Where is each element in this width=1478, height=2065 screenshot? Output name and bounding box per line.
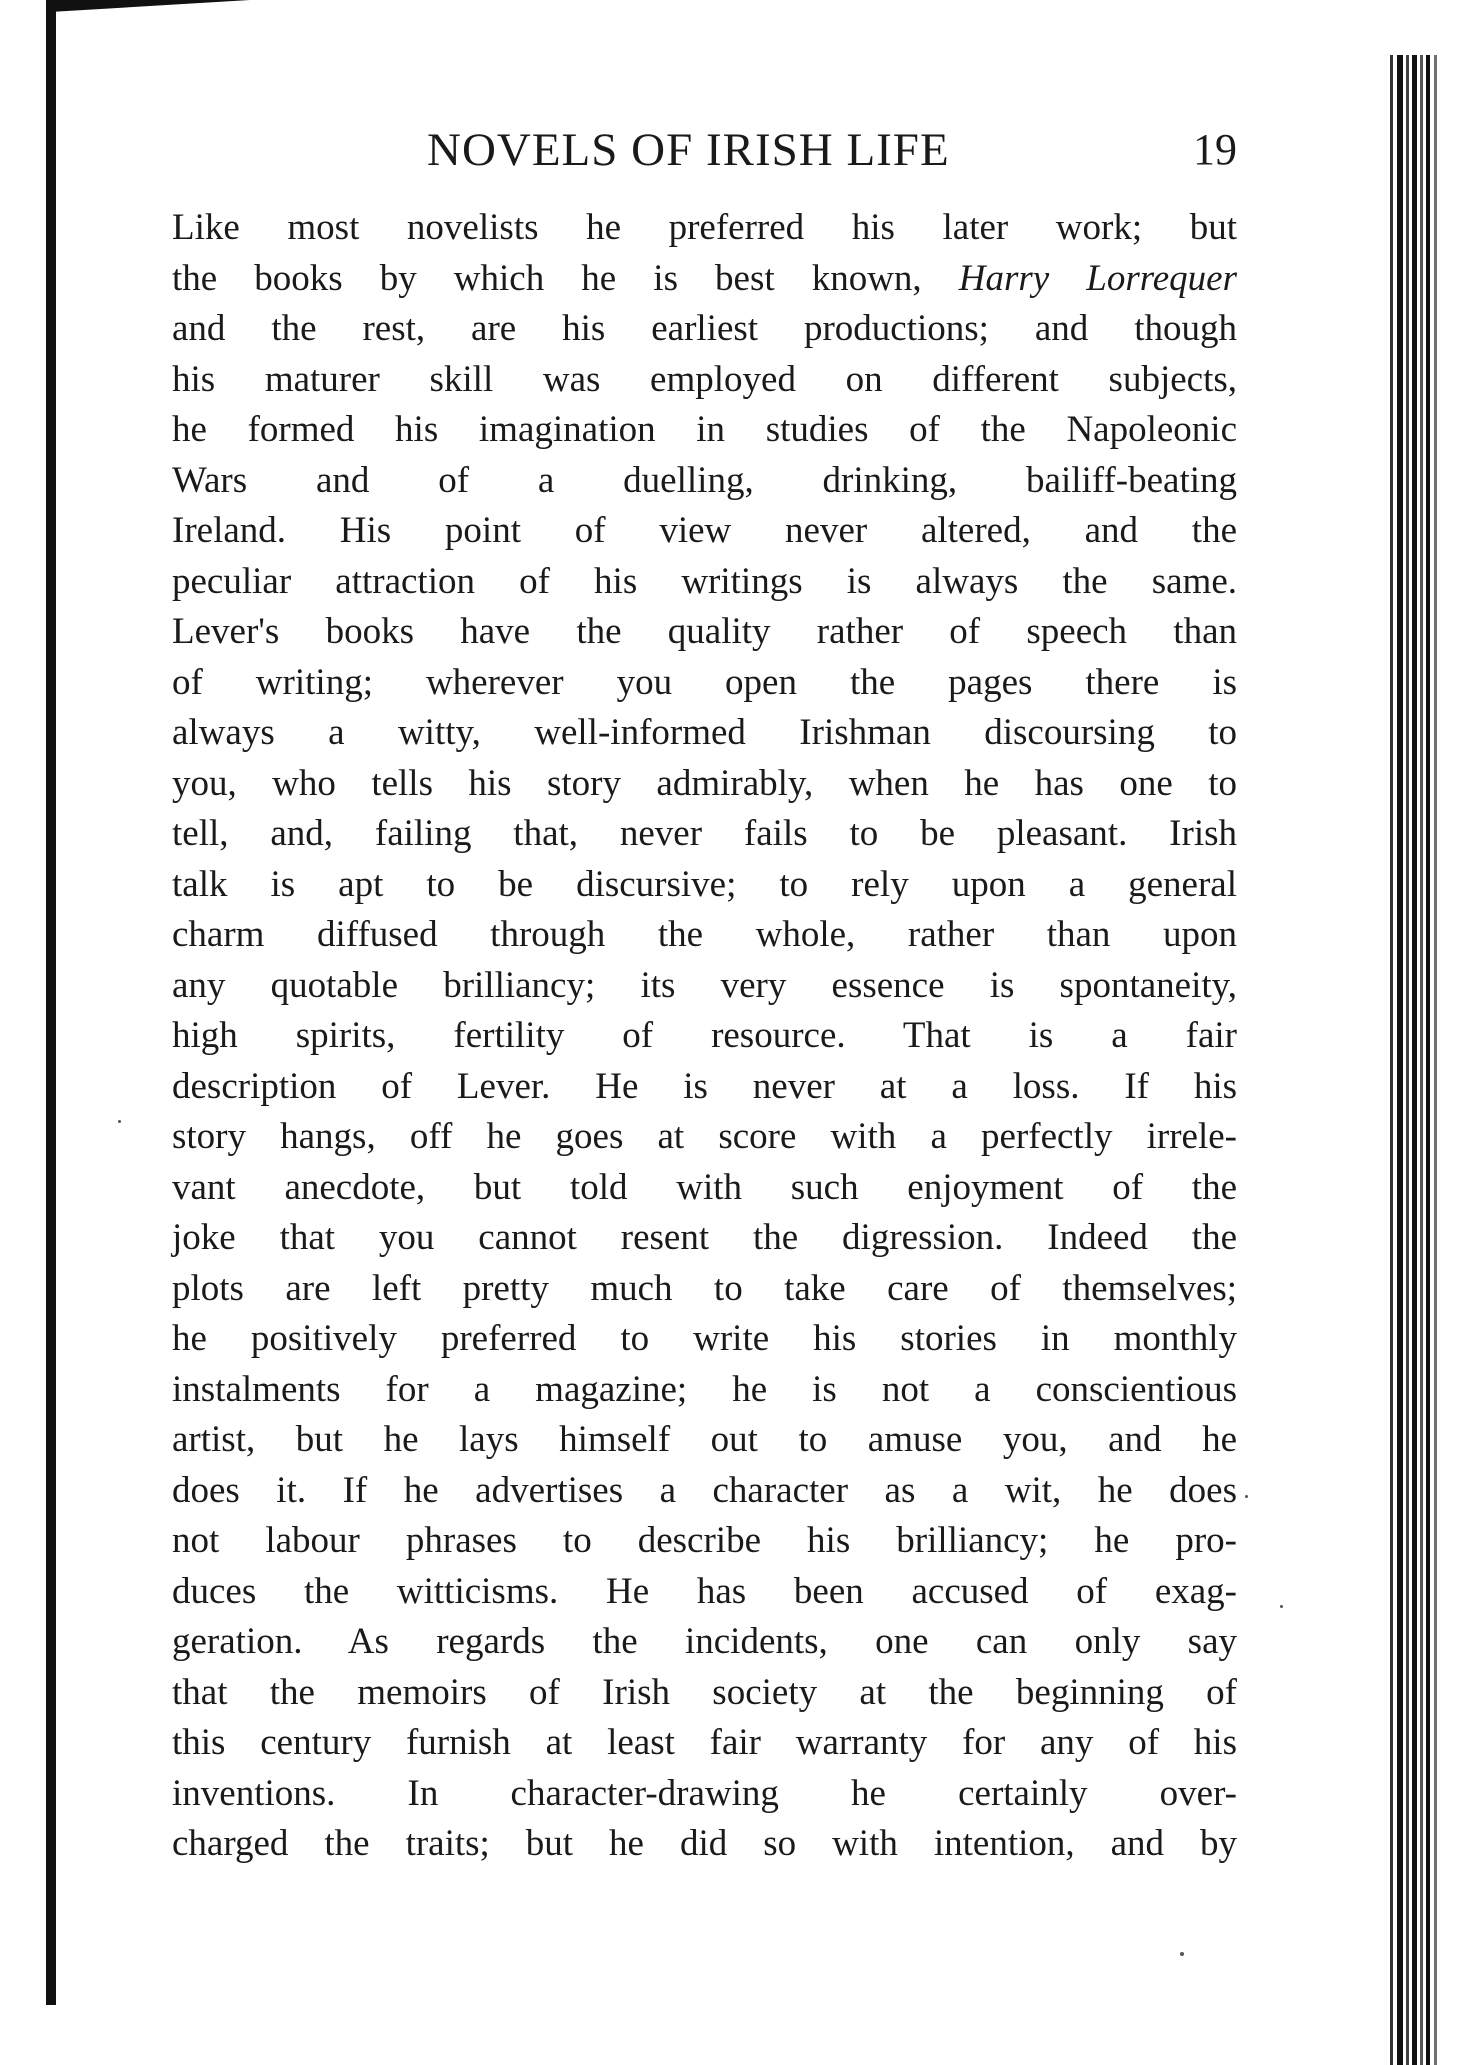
text-line: Like most novelists he preferred his later work; but (172, 207, 1237, 248)
text-line: artist, but he lays himself out to amuse you, and he (172, 1419, 1237, 1460)
text-line: description of Lever. He is never at a loss. If his (172, 1065, 1237, 1107)
text-line (172, 254, 1237, 305)
page-number: 19 (1193, 125, 1237, 174)
body-text (172, 203, 1237, 1870)
text-line: inventions. In character-drawing he certainly over- (172, 1772, 1237, 1814)
text-line: does it. If he advertises a character as a wit, he does (172, 1469, 1237, 1511)
text-line: plots are left pretty much to take care of themselves; (172, 1267, 1237, 1309)
text-line: instalments for a magazine; he is not a conscientious (172, 1368, 1237, 1410)
text-line: Wars and of a duelling, drinking, bailiff-beating (172, 459, 1237, 501)
text-line: story hangs, off he goes at score with a perfectly irrele- (172, 1116, 1237, 1157)
italic-title: Harry Lorrequer (958, 257, 1238, 299)
text-line: charm diffused through the whole, rather than upon (172, 914, 1237, 955)
text-line: always a witty, well-informed Irishman discoursing to (172, 712, 1237, 753)
text-line: you, who tells his story admirably, when he has one to (172, 762, 1237, 804)
text-line: his maturer skill was employed on different subjects, (172, 358, 1237, 400)
text-line: geration. As regards the incidents, one can only say (172, 1621, 1237, 1662)
scan-speck (1245, 1495, 1248, 1498)
page-corner-shadow (50, 0, 250, 12)
text-line: any quotable brilliancy; its very essence is spontaneity, (172, 964, 1237, 1006)
text-line: peculiar attraction of his writings is always the same. (172, 560, 1237, 602)
running-head (172, 120, 1237, 180)
scan-speck (1280, 1605, 1283, 1608)
text-line: he formed his imagination in studies of the Napoleonic (172, 409, 1237, 450)
text-line: and the rest, are his earliest productions; and though (172, 308, 1237, 349)
page-gutter-stripes (1390, 55, 1478, 2065)
text-line: Ireland. His point of view never altered, and the (172, 510, 1237, 551)
text-line: duces the witticisms. He has been accused of exag- (172, 1570, 1237, 1612)
running-title: NOVELS OF IRISH LIFE (427, 124, 950, 176)
text-line: Lever's books have the quality rather of speech than (172, 611, 1237, 652)
text-line: that the memoirs of Irish society at the beginning of (172, 1671, 1237, 1713)
text-line: high spirits, fertility of resource. That is a fair (172, 1015, 1237, 1056)
text-line: tell, and, failing that, never fails to be pleasant. Irish (172, 813, 1237, 854)
text-line: not labour phrases to describe his brilliancy; he pro- (172, 1520, 1237, 1561)
text-line: charged the traits; but he did so with intention, and by (172, 1823, 1237, 1864)
text-line: he positively preferred to write his stories in monthly (172, 1318, 1237, 1359)
scan-speck (118, 1120, 121, 1123)
text-line: joke that you cannot resent the digression. Indeed the (172, 1217, 1237, 1258)
text-line: talk is apt to be discursive; to rely upon a general (172, 863, 1237, 905)
scan-speck (1180, 1952, 1184, 1956)
text-line-fragment: the books by which he is best known, (172, 257, 922, 299)
text-line: of writing; wherever you open the pages there is (172, 661, 1237, 703)
text-line: vant anecdote, but told with such enjoyment of the (172, 1166, 1237, 1208)
text-line: this century furnish at least fair warranty for any of his (172, 1722, 1237, 1763)
page-binding-edge (46, 0, 56, 2005)
